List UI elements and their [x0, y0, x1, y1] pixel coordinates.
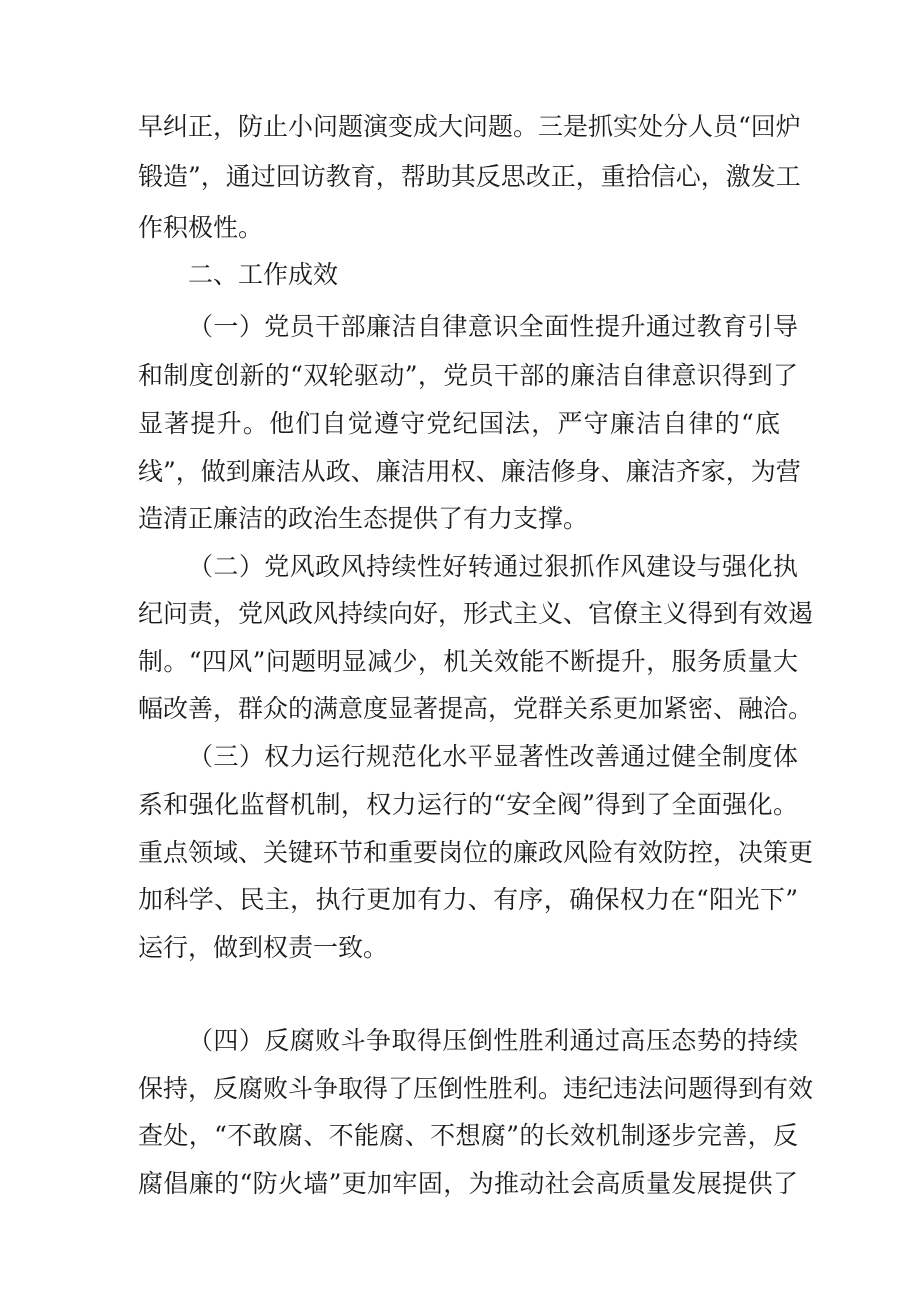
text-line-1: 早纠正，防止小问题演变成大问题。三是抓实处分人员“回炉 [138, 112, 801, 141]
paragraph-1-line-2: 和制度创新的“双轮驱动”，党员干部的廉洁自律意识得到了 [138, 361, 798, 390]
paragraph-2-line-4: 幅改善，群众的满意度显著提高，党群关系更加紧密、融洽。 [138, 694, 814, 723]
paragraph-1-line-1: （一）党员干部廉洁自律意识全面性提升通过教育引导 [188, 312, 798, 341]
paragraph-4-line-1: （四）反腐败斗争取得压倒性胜利通过高压态势的持续 [188, 1026, 798, 1055]
paragraph-1-line-4: 线”，做到廉洁从政、廉洁用权、廉洁修身、廉洁齐家，为营 [138, 457, 801, 486]
text-line-2: 锻造”，通过回访教育，帮助其反思改正，重拾信心，激发工 [138, 162, 801, 191]
paragraph-2-line-2: 纪问责，党风政风持续向好，形式主义、官僚主义得到有效遏 [138, 599, 814, 628]
paragraph-3-line-4: 加科学、民主，执行更加有力、有序，确保权力在“阳光下” [138, 885, 798, 914]
paragraph-3-line-2: 系和强化监督机制，权力运行的“安全阀”得到了全面强化。 [138, 790, 798, 819]
paragraph-3-line-5: 运行，做到权责一致。 [138, 933, 389, 962]
paragraph-4-line-3: 查处，“不敢腐、不能腐、不想腐”的长效机制逐步完善，反 [138, 1121, 798, 1150]
paragraph-3-line-3: 重点领域、关键环节和重要岗位的廉政风险有效防控，决策更 [138, 838, 814, 867]
paragraph-1-line-5: 造清正廉洁的政治生态提供了有力支撑。 [138, 504, 589, 533]
paragraph-1-line-3: 显著提升。他们自觉遵守党纪国法，严守廉洁自律的“底 [138, 409, 780, 438]
paragraph-4-line-2: 保持，反腐败斗争取得了压倒性胜利。违纪违法问题得到有效 [138, 1074, 814, 1103]
section-heading: 二、工作成效 [188, 260, 339, 289]
paragraph-2-line-3: 制。“四风”问题明显减少，机关效能不断提升，服务质量大 [138, 647, 798, 676]
text-line-3: 作积极性。 [138, 213, 264, 242]
paragraph-3-line-1: （三）权力运行规范化水平显著性改善通过健全制度体 [188, 742, 798, 771]
paragraph-4-line-4: 腐倡廉的“防火墙”更加牢固，为推动社会高质量发展提供了 [138, 1169, 798, 1198]
paragraph-2-line-1: （二）党风政风持续性好转通过狠抓作风建设与强化执 [188, 552, 798, 581]
